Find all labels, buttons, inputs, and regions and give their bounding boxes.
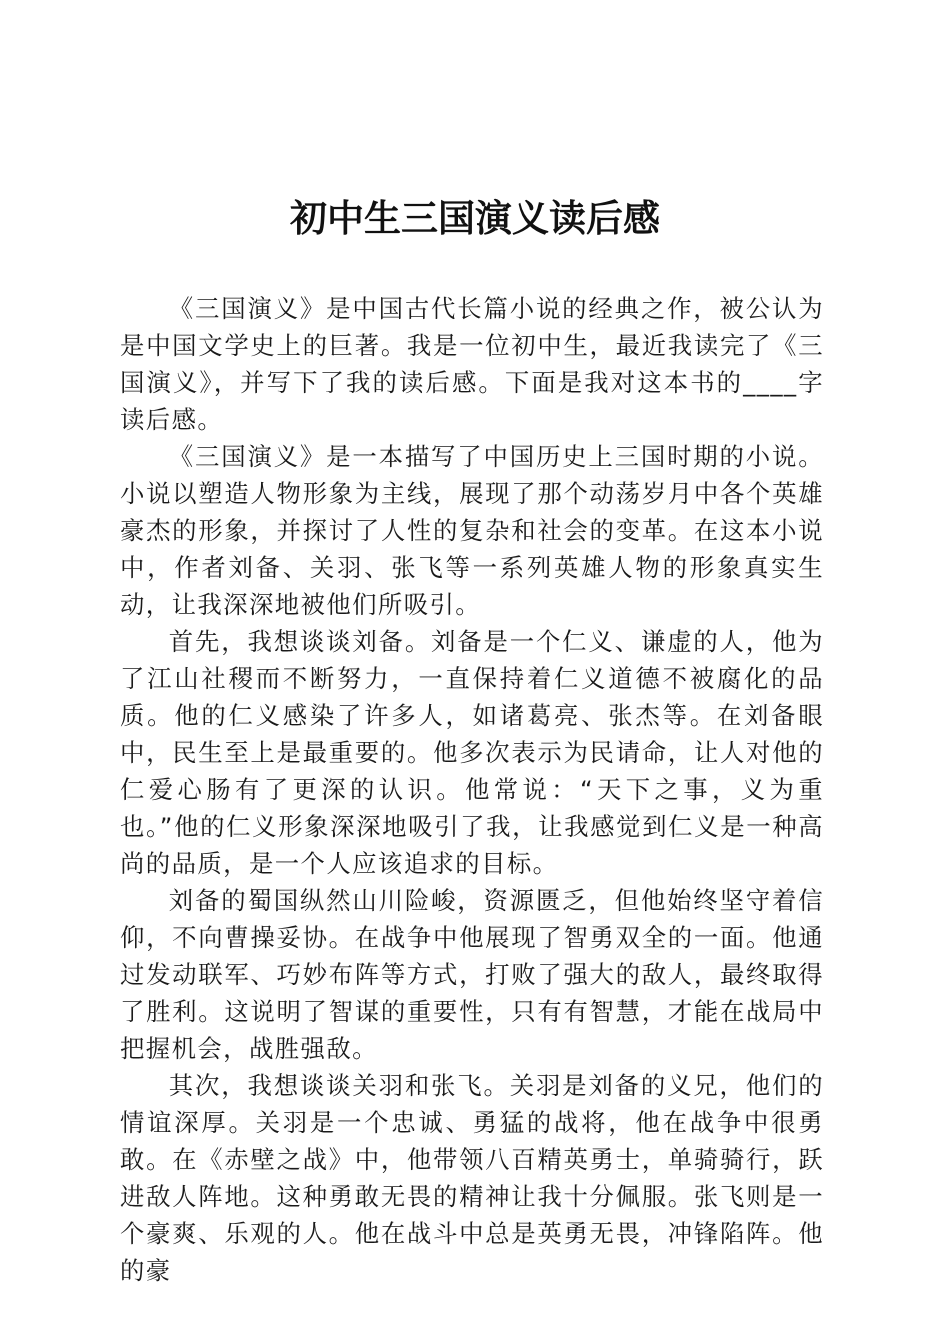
paragraph-1: 《三国演义》是中国古代长篇小说的经典之作，被公认为是中国文学史上的巨著。我是一位初中生，最近我读完了《三国演义》，并写下了我的读后感。下面是我对这本书的____字读后感。: [120, 294, 824, 434]
paragraph-3: 首先，我想谈谈刘备。刘备是一个仁义、谦虚的人，他为了江山社稷而不断努力，一直保持着仁义道德不被腐化的品质。他的仁义感染了许多人，如诸葛亮、张杰等。在刘备眼中，民生至上是最重要的。他多次表示为民请命，让人对他的仁爱心肠有了更深的认识。他常说：“天下之事，义为重也。”他的仁义形象深深地吸引了我，让我感觉到仁义是一种高尚的品质，是一个人应该追求的目标。: [120, 627, 824, 878]
paragraph-4: 刘备的蜀国纵然山川险峻，资源匮乏，但他始终坚守着信仰，不向曹操妥协。在战争中他展现了智勇双全的一面。他通过发动联军、巧妙布阵等方式，打败了强大的敌人，最终取得了胜利。这说明了智谋的重要性，只有有智慧，才能在战局中把握机会，战胜强敌。: [120, 886, 824, 1063]
page-title: 初中生三国演义读后感: [290, 196, 660, 240]
paragraph-5: 其次，我想谈谈关羽和张飞。关羽是刘备的义兄，他们的情谊深厚。关羽是一个忠诚、勇猛的战将，他在战争中很勇敢。在《赤壁之战》中，他带领八百精英勇士，单骑骑行，跃进敌人阵地。这种勇敢无畏的精神让我十分佩服。张飞则是一个豪爽、乐观的人。他在战斗中总是英勇无畏，冲锋陷阵。他的豪: [120, 1071, 824, 1285]
paragraph-2: 《三国演义》是一本描写了中国历史上三国时期的小说。小说以塑造人物形象为主线，展现了那个动荡岁月中各个英雄豪杰的形象，并探讨了人性的复杂和社会的变革。在这本小说中，作者刘备、关羽、张飞等一系列英雄人物的形象真实生动，让我深深地被他们所吸引。: [120, 442, 824, 619]
essay-body: [120, 290, 824, 1289]
